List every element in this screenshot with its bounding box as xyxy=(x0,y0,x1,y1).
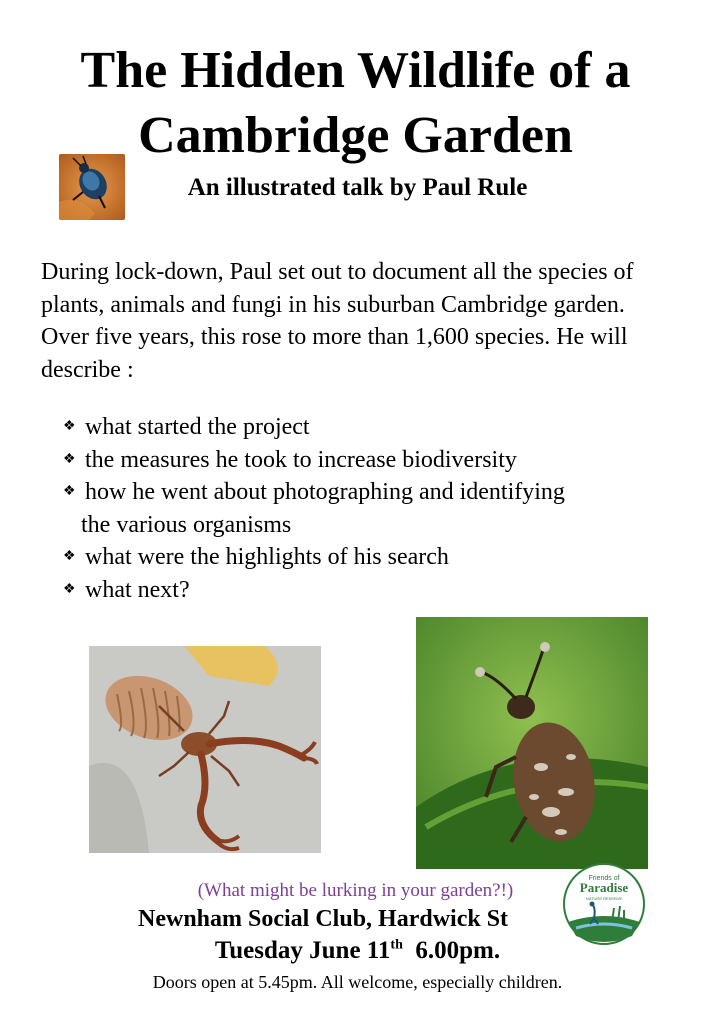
list-item: ❖ how he went about photographing and identifying the various organisms xyxy=(63,476,673,541)
svg-text:Friends of: Friends of xyxy=(588,875,620,882)
diamond-bullet-icon: ❖ xyxy=(63,419,76,434)
poster-title xyxy=(0,38,711,168)
diamond-bullet-icon: ❖ xyxy=(63,451,76,467)
diamond-bullet-icon: ❖ xyxy=(63,484,76,499)
intro-paragraph: During lock-down, Paul set out to document all the species of plants, animals and fungi in his suburban Cambridge garden. Over five years, this rose to more than 1,600 species. He will describe : xyxy=(41,259,634,383)
list-item: ❖ what next? xyxy=(63,574,673,607)
date-time: Tuesday June 11th 6.00pm. xyxy=(214,937,501,964)
doors-info: Doors open at 5.45pm. All welcome, especially children. xyxy=(152,972,563,992)
diamond-bullet-icon: ❖ xyxy=(63,581,76,597)
pseudoscorpion-photo xyxy=(89,646,321,853)
topic-list xyxy=(63,411,673,606)
title-line-1: The Hidden Wildlife of a xyxy=(80,42,631,99)
svg-text:Paradise: Paradise xyxy=(579,880,629,895)
list-item: ❖ the measures he took to increase biodiversity xyxy=(63,444,673,477)
lurking-caption: (What might be lurking in your garden?!) xyxy=(197,880,514,901)
list-item: ❖ what started the project xyxy=(63,411,673,444)
list-item: ❖ what were the highlights of his search xyxy=(63,541,673,574)
weevil-photo xyxy=(416,617,648,869)
svg-text:NATURE RESERVE: NATURE RESERVE xyxy=(585,896,623,901)
title-line-2: Cambridge Garden xyxy=(138,107,573,164)
venue-line: Newnham Social Club, Hardwick St xyxy=(138,906,509,932)
diamond-bullet-icon: ❖ xyxy=(63,549,76,564)
friends-of-paradise-logo xyxy=(562,862,646,946)
list-item-continuation: the various organisms xyxy=(81,511,292,538)
subtitle: An illustrated talk by Paul Rule xyxy=(187,174,528,201)
